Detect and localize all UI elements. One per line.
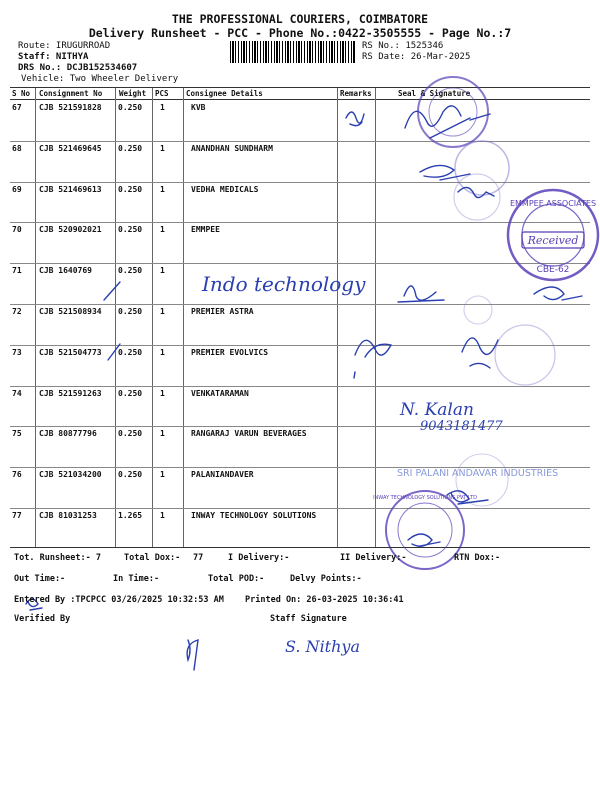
col-header-seal: Seal & Signature: [398, 89, 471, 98]
i-delivery: I Delivery:-: [228, 553, 290, 563]
consignment-cell: CJB 521591263: [39, 388, 102, 398]
emmpee-city: CBE-62: [536, 265, 570, 275]
pcs-cell: 1: [160, 429, 165, 439]
row74-receiver-name: N. Kalan: [400, 400, 474, 420]
consignee-cell: ANANDHAN SUNDHARM: [191, 143, 273, 153]
palani-stamp-text: SRI PALANI ANDAVAR INDUSTRIES: [397, 468, 559, 479]
weight-cell: 0.250: [118, 225, 143, 235]
weight-cell: 0.250: [118, 103, 143, 112]
consignee-cell: RANGARAJ VARUN BEVERAGES: [191, 429, 307, 439]
weight-cell: 0.250: [118, 143, 143, 153]
consignee-cell: INWAY TECHNOLOGY SOLUTIONS: [191, 511, 317, 520]
stamp-row73: [464, 296, 555, 385]
printed-on: Printed On: 26-03-2025 10:36:41: [245, 595, 404, 605]
weight-cell: 0.250: [118, 429, 143, 439]
weight-cell: 0.250: [118, 184, 143, 194]
sno-cell: 72: [12, 307, 22, 316]
consignee-cell: PALANIANDAVER: [191, 470, 254, 480]
consignment-cell: CJB 521469613: [39, 184, 102, 194]
pcs-cell: 1: [160, 388, 165, 398]
pcs-cell: 1: [160, 307, 165, 316]
consignment-cell: CJB 1640769: [39, 266, 92, 276]
consignment-cell: CJB 80877796: [39, 429, 97, 439]
sno-cell: 75: [12, 429, 22, 439]
sno-cell: 69: [12, 184, 22, 194]
stamp-row67: [418, 77, 488, 147]
sno-cell: 70: [12, 225, 22, 235]
stamp-row68: [454, 141, 509, 220]
total-pod: Total POD:-: [208, 574, 265, 584]
consignee-cell: EMMPEE: [191, 225, 220, 235]
delvy-points: Delvy Points:-: [290, 574, 362, 584]
tot-runsheet: Tot. Runsheet:- 7: [14, 553, 101, 563]
sno-cell: 73: [12, 347, 22, 357]
sno-cell: 67: [12, 103, 22, 112]
emmpee-received: Received: [527, 234, 579, 247]
inway-stamp-text: INWAY TECHNOLOGY SOLUTIONS PVT LTD: [373, 495, 477, 501]
sno-cell: 77: [12, 511, 22, 520]
consignee-cell: PREMIER EVOLVICS: [191, 347, 269, 357]
runsheet-subtitle: Delivery Runsheet - PCC - Phone No.:0422-3505555 - Page No.:7: [88, 26, 512, 40]
route: Route: IRUGURROAD: [18, 41, 111, 51]
pcs-cell: 1: [160, 511, 165, 520]
consignment-cell: CJB 521469645: [39, 143, 102, 153]
consignment-cell: CJB 520902021: [39, 225, 102, 235]
col-header-sno: S No: [12, 89, 31, 98]
consignee-cell: PREMIER ASTRA: [191, 307, 254, 316]
weight-cell: 0.250: [118, 266, 143, 276]
rtn-dox: RTN Dox:-: [454, 553, 501, 563]
consignee-cell: KVB: [191, 103, 206, 112]
consignment-cell: CJB 521591828: [39, 103, 102, 112]
ii-delivery: II Delivery:-: [340, 553, 407, 563]
footer-rule: [10, 547, 590, 548]
pcs-cell: 1: [160, 266, 165, 276]
entered-by: Entered By :TPCPCC 03/26/2025 10:32:53 AM: [14, 595, 224, 605]
vehicle: Vehicle: Two Wheeler Delivery: [21, 74, 179, 84]
pcs-cell: 1: [160, 225, 165, 235]
col-header-consignment: Consignment No: [39, 89, 103, 98]
sno-cell: 71: [12, 266, 22, 276]
consignment-cell: CJB 521508934: [39, 307, 102, 316]
consignee-cell: VEDHA MEDICALS: [191, 184, 259, 194]
pcs-cell: 1: [160, 143, 165, 153]
sno-cell: 74: [12, 388, 22, 398]
sno-cell: 68: [12, 143, 22, 153]
weight-cell: 0.250: [118, 347, 143, 357]
col-header-weight: Weight: [119, 89, 147, 98]
staff: Staff: NITHYA: [18, 52, 89, 62]
weight-cell: 0.250: [118, 388, 143, 398]
verified-by: Verified By: [14, 614, 71, 624]
consignment-cell: CJB 521504773: [39, 347, 102, 357]
emmpee-stamp-name: EMMPEE ASSOCIATES: [509, 199, 597, 208]
weight-cell: 0.250: [118, 470, 143, 480]
consignment-cell: CJB 81031253: [39, 511, 97, 520]
staff-signature-handwritten: S. Nithya: [285, 637, 360, 656]
company-title: THE PROFESSIONAL COURIERS, COIMBATORE: [171, 12, 429, 26]
weight-cell: 1.265: [118, 511, 143, 520]
rs-number: RS No.: 1525346: [362, 41, 444, 51]
out-time: Out Time:-: [14, 574, 66, 584]
row74-receiver-phone: 9043181477: [420, 419, 503, 434]
pcs-cell: 1: [160, 347, 165, 357]
total-dox-value: 77: [193, 553, 204, 563]
weight-cell: 0.250: [118, 307, 143, 316]
consignee-cell: VENKATARAMAN: [191, 388, 249, 398]
in-time: In Time:-: [113, 574, 160, 584]
staff-signature-label: Staff Signature: [270, 614, 347, 624]
sno-cell: 76: [12, 470, 22, 480]
pcs-cell: 1: [160, 103, 165, 112]
col-header-consignee: Consignee Details: [186, 89, 263, 98]
row71-note: Indo technology: [202, 272, 366, 296]
consignment-cell: CJB 521034200: [39, 470, 102, 480]
pcs-cell: 1: [160, 184, 165, 194]
col-header-pcs: PCS: [155, 89, 169, 98]
col-header-remarks: Remarks: [340, 89, 372, 98]
drs-number: DRS No.: DCJB152534607: [18, 63, 138, 73]
pcs-cell: 1: [160, 470, 165, 480]
rs-date: RS Date: 26-Mar-2025: [362, 52, 471, 62]
total-dox-label: Total Dox:-: [124, 553, 181, 563]
emmpee-stamp: [508, 190, 598, 280]
